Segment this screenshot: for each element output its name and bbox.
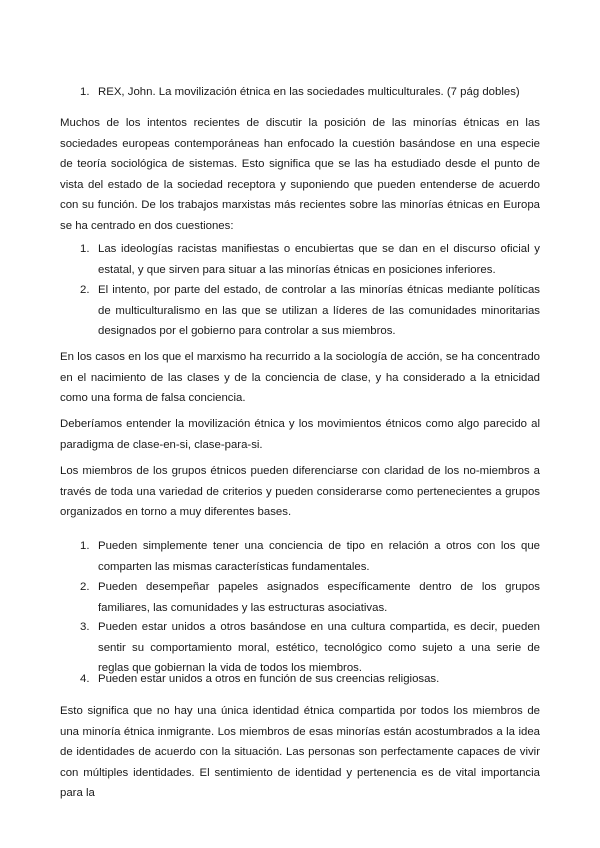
- list-text: Pueden simplemente tener una conciencia de tipo en relación a otros con los que comparten las mismas características fundamentales.: [98, 540, 540, 573]
- list-number: 2.: [80, 581, 90, 593]
- list-number: 4.: [80, 673, 90, 685]
- list-text: Las ideologías racistas manifiestas o encubiertas que se dan en el discurso oficial y estatal, y que sirven para situar a las minorías étnicas en posiciones inferiores.: [98, 243, 540, 276]
- list-item: [80, 577, 540, 618]
- list-item: [80, 280, 540, 342]
- list-number: 1.: [80, 243, 90, 255]
- list-item: [80, 239, 540, 280]
- paragraph-intro: Muchos de los intentos recientes de discutir la posición de las minorías étnicas en las sociedades europeas contemporáneas han enfocado la cuestión basándose en una especie de teoría sociológica de sistemas. Esto significa que se las ha estudiado desde el punto de vista del estado de la sociedad receptora y suponiendo que pueden entenderse de acuerdo con su función. De los trabajos marxistas más recientes sobre las minorías étnicas en Europa se ha centrado en dos cuestiones:: [60, 117, 540, 232]
- paragraph-members: Los miembros de los grupos étnicos pueden diferenciarse con claridad de los no-miembros a través de toda una variedad de criterios y pueden considerarse como pertenecientes a grupos organizados en torno a muy diferentes bases.: [60, 465, 540, 518]
- heading-number: 1.: [80, 86, 90, 98]
- list-text: Pueden estar unidos a otros basándose en una cultura compartida, es decir, pueden sentir su comportamiento moral, estético, tecnológico como sujeto a una serie de reglas que gobiernan la vida de todos los miembros.: [98, 621, 540, 674]
- paragraph-marxism: En los casos en los que el marxismo ha recurrido a la sociología de acción, se ha concentrado en el nacimiento de las clases y de la conciencia de clase, y ha considerado a la etnicidad como una forma de falsa conciencia.: [60, 351, 540, 404]
- list-text: Pueden desempeñar papeles asignados específicamente dentro de los grupos familiares, las comunidades y las estructuras asociativas.: [98, 581, 540, 614]
- paragraph-identity: Esto significa que no hay una única identidad étnica compartida por todos los miembros de una minoría étnica inmigrante. Los miembros de esas minorías están acostumbrados a la idea de identidades de acuerdo con la situación. Las personas son perfectamente capaces de vivir con múltiples identidades. El sentimiento de identidad y pertenencia es de vital importancia para la: [60, 705, 540, 799]
- list-number: 2.: [80, 284, 90, 296]
- list-text: Pueden estar unidos a otros en función de sus creencias religiosas.: [98, 673, 440, 685]
- heading-text: REX, John. La movilización étnica en las sociedades multiculturales. (7 pág dobles): [98, 86, 520, 98]
- reference-heading: [80, 82, 558, 103]
- list-number: 3.: [80, 621, 90, 633]
- list-number: 1.: [80, 540, 90, 552]
- list-item: [80, 536, 540, 577]
- paragraph-mobilization: Deberíamos entender la movilización étnica y los movimientos étnicos como algo parecido al paradigma de clase-en-si, clase-para-si.: [60, 418, 540, 451]
- list-item: [80, 669, 540, 690]
- list-text: El intento, por parte del estado, de controlar a las minorías étnicas mediante políticas de multiculturalismo en las que se utilizan a líderes de las comunidades minoritarias designados por el gobierno para controlar a sus miembros.: [98, 284, 540, 337]
